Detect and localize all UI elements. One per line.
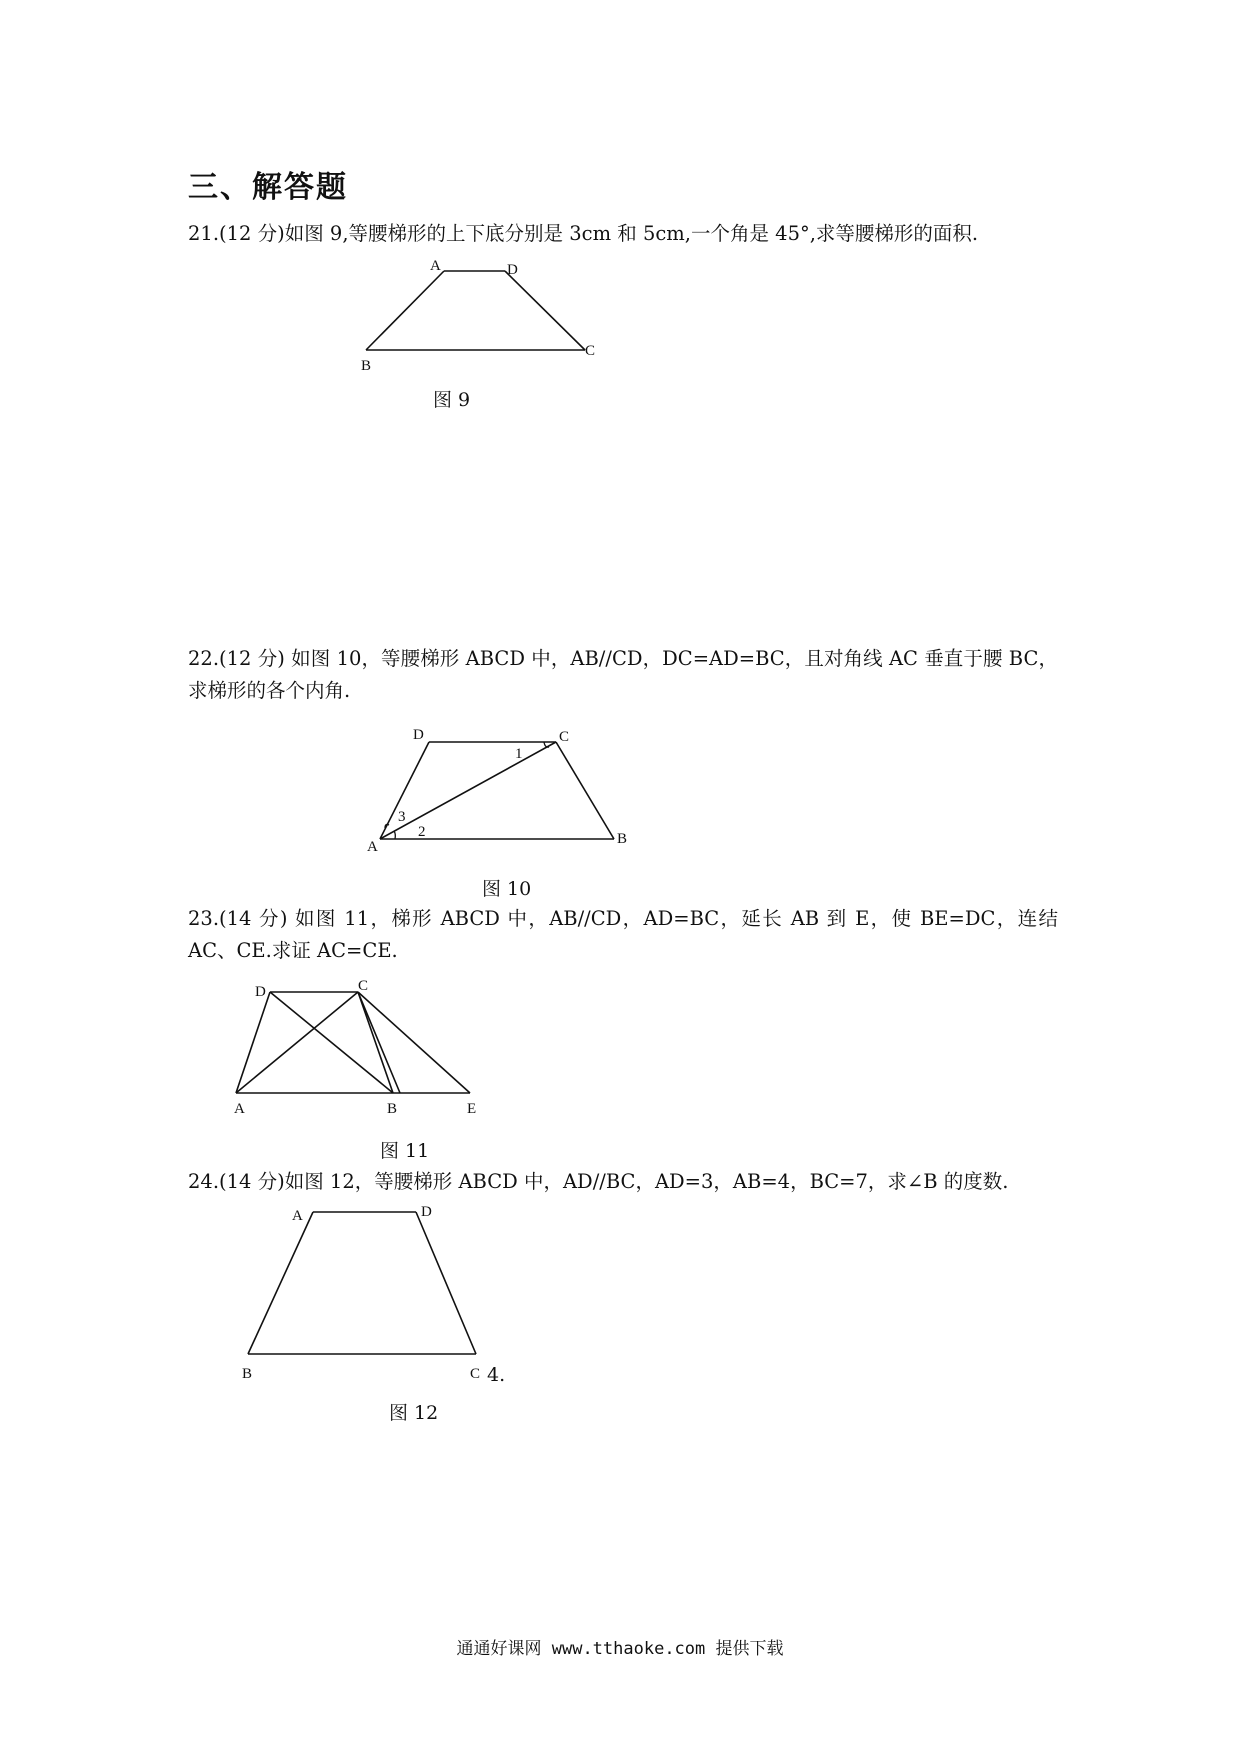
figure-12-label-d: D xyxy=(421,1204,432,1220)
figure-11-label-c: C xyxy=(358,978,369,994)
figure-9-label-a: A xyxy=(430,258,441,274)
figure-9-label-b: B xyxy=(361,358,372,374)
figure-10-caption: 图 10 xyxy=(482,878,532,900)
figure-9-label-d: D xyxy=(507,262,518,278)
section-title: 三、解答题 xyxy=(188,170,348,205)
question-22-text: 22.(12 分) 如图 10，等腰梯形 ABCD 中，AB//CD，DC=AD=BC，且对角线 AC 垂直于腰 BC，求梯形的各个内角. xyxy=(188,647,1058,702)
figure-12-label-c: C xyxy=(470,1366,481,1382)
figure-11-label-d: D xyxy=(255,984,266,1000)
figure-10-label-c: C xyxy=(559,729,570,745)
page-footer: 通通好课网 www.tthaoke.com 提供下载 xyxy=(456,1639,784,1659)
figure-12-side-ab xyxy=(248,1212,313,1354)
figure-12-label-a: A xyxy=(292,1208,303,1224)
figure-9-label-c: C xyxy=(585,343,596,359)
question-21-text: 21.(12 分)如图 9,等腰梯形的上下底分别是 3cm 和 5cm,一个角是 45°,求等腰梯形的面积. xyxy=(188,222,979,245)
figure-12-label-b: B xyxy=(242,1366,253,1382)
figure-10-label-angle-3: 3 xyxy=(398,809,406,825)
figure-12-stray-mark: 4. xyxy=(487,1364,506,1386)
figure-11-label-b: B xyxy=(387,1101,398,1117)
question-24-text: 24.(14 分)如图 12，等腰梯形 ABCD 中，AD//BC，AD=3，AB=4，BC=7，求∠B 的度数. xyxy=(188,1170,1009,1193)
figure-11-label-e: E xyxy=(467,1101,477,1117)
figure-10-label-angle-2: 2 xyxy=(418,824,426,840)
figure-10-label-b: B xyxy=(617,831,628,847)
figure-10-label-angle-1: 1 xyxy=(515,746,523,762)
question-23-text: 23.(14 分) 如图 11，梯形 ABCD 中，AB//CD，AD=BC，延长 AB 到 E，使 BE=DC，连结 AC、CE.求证 AC=CE. xyxy=(188,907,1058,962)
figure-11-label-a: A xyxy=(234,1101,245,1117)
figure-11-caption: 图 11 xyxy=(380,1140,430,1162)
figure-10-label-d: D xyxy=(413,727,424,743)
figure-12-caption: 图 12 xyxy=(389,1402,439,1424)
figure-12-side-dc xyxy=(416,1212,476,1354)
figure-9-caption: 图 9 xyxy=(433,389,471,411)
figure-10-label-a: A xyxy=(367,839,378,855)
